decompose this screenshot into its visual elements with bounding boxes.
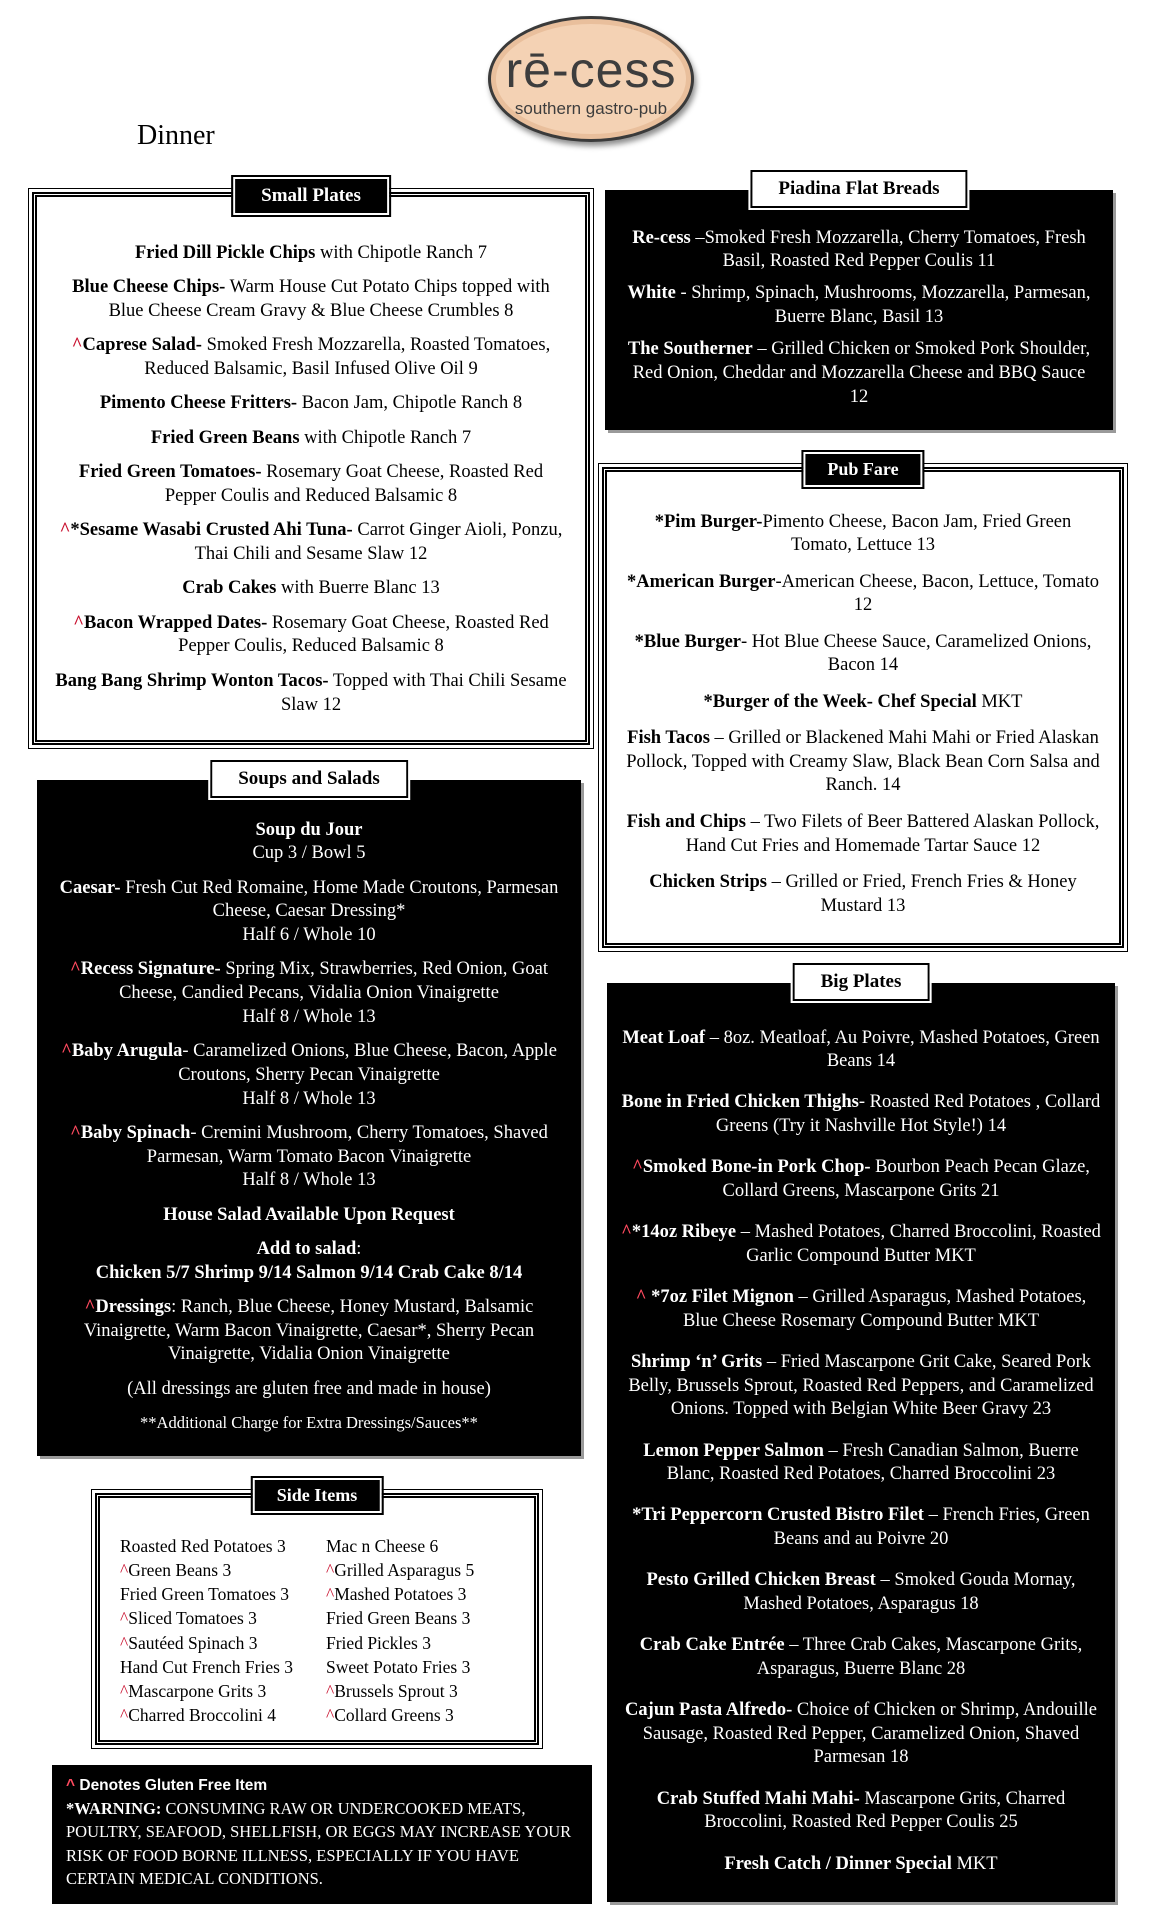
add-ons-list: Chicken 5/7 Shrimp 9/14 Salmon 9/14 Crab Cake 8/14 <box>95 1262 523 1283</box>
menu-item <box>625 631 1101 678</box>
menu-item <box>619 1569 1103 1616</box>
gluten-free-legend <box>66 1775 578 1797</box>
warning-text: CONSUMING RAW OR UNDERCOOKED MEATS, POULTRY, SEAFOOD, SHELLFISH, OR EGGS MAY INCREASE YOUR RISK OF FOOD BORNE ILLNESS, ESPECIALLY IF YOU HAVE CERTAIN MEDICAL CONDITIONS. <box>66 1799 572 1889</box>
salad-item <box>55 1040 563 1111</box>
item-description: – Grilled or Fried, French Fries & Honey Mustard 13 <box>766 871 1077 916</box>
warning-text-block <box>66 1797 578 1891</box>
item-name: *Pim Burger- <box>654 511 763 532</box>
item-name: Re-cess <box>632 227 691 248</box>
menu-item <box>623 282 1095 329</box>
item-name: Baby Arugula <box>71 1041 183 1062</box>
item-name: *7oz Filet Mignon <box>651 1287 794 1308</box>
gluten-free-marker: ^ <box>326 1704 335 1725</box>
house-salad-text: House Salad Available Upon Request <box>163 1204 455 1225</box>
item-name: Lemon Pepper Salmon <box>643 1440 824 1461</box>
item-description: – Three Crab Cakes, Mascarpone Grits, Asparagus, Buerre Blanc 28 <box>756 1635 1083 1679</box>
gluten-free-marker: ^ <box>70 959 81 980</box>
extra-charge-note: **Additional Charge for Extra Dressings/Sauces** <box>140 1413 478 1433</box>
menu-item <box>55 392 567 416</box>
allergy-warning <box>52 1765 592 1904</box>
item-name: Shrimp ‘n’ Grits <box>630 1352 763 1372</box>
gluten-free-marker: ^ <box>61 1041 72 1062</box>
menu-item <box>55 276 567 323</box>
gluten-free-marker: ^ <box>632 1157 643 1178</box>
side-item: ^Mascarpone Grits 3 <box>120 1680 267 1701</box>
restaurant-logo <box>488 16 694 142</box>
side-item: ^Charred Broccolini 4 <box>120 1704 276 1725</box>
item-description: Warm House Cut Potato Chips topped with Blue Cheese Cream Gravy & Blue Cheese Crumbles 8 <box>108 277 550 321</box>
item-description: – French Fries, Green Beans and au Poivre 20 <box>773 1505 1090 1550</box>
item-description: Carrot Ginger Aioli, Ponzu, Thai Chili and Sesame Slaw 12 <box>194 520 563 564</box>
menu-item <box>619 1221 1103 1268</box>
menu-item <box>619 1027 1103 1074</box>
menu-item <box>55 242 567 266</box>
soups-salads-header: Soups and Salads <box>210 760 408 798</box>
menu-item <box>619 1788 1103 1835</box>
item-description: – Fresh Canadian Salmon, Buerre Blanc, Roasted Red Potatoes, Charred Broccolini 23 <box>666 1440 1079 1485</box>
side-item: ^Grilled Asparagus 5 <box>326 1560 475 1581</box>
soup-item <box>55 819 563 866</box>
item-name: *14oz Ribeye <box>631 1222 737 1243</box>
side-item: Sweet Potato Fries 3 <box>326 1656 471 1677</box>
flat-breads-header: Piadina Flat Breads <box>750 170 967 208</box>
item-description: Rosemary Goat Cheese, Roasted Red Pepper Coulis and Reduced Balsamic 8 <box>164 462 544 506</box>
item-price: Half 8 / Whole 13 <box>242 1170 376 1191</box>
menu-item <box>55 577 567 601</box>
item-name: Pesto Grilled Chicken Breast <box>646 1570 876 1591</box>
menu-item <box>625 511 1101 558</box>
item-description: Bourbon Peach Pecan Glaze, Collard Greens, Mascarpone Grits 21 <box>722 1157 1090 1201</box>
item-name: Smoked Bone-in Pork Chop- <box>642 1157 871 1178</box>
item-description: -American Cheese, Bacon, Lettuce, Tomato 12 <box>775 571 1100 616</box>
item-description: with Buerre Blanc 13 <box>276 578 440 599</box>
item-description: Rosemary Goat Cheese, Roasted Red Pepper Coulis, Reduced Balsamic 8 <box>178 612 549 657</box>
page-title: Dinner <box>137 120 215 151</box>
menu-item <box>55 334 567 381</box>
dressings <box>55 1296 563 1367</box>
item-name: *American Burger <box>626 571 776 592</box>
side-items-header: Side Items <box>253 1478 382 1513</box>
item-name: White <box>627 283 676 304</box>
gluten-free-legend-text: Denotes Gluten Free Item <box>75 1777 268 1794</box>
item-name: Meat Loaf <box>622 1027 706 1048</box>
item-description: Smoked Fresh Mozzarella, Roasted Tomatoes, Reduced Balsamic, Basil Infused Olive Oil 9 <box>144 335 551 379</box>
add-to-salad: Add to salad: Chicken 5/7 Shrimp 9/14 Salmon 9/14 Crab Cake 8/14 <box>95 1239 523 1283</box>
item-name: Pimento Cheese Fritters- <box>99 393 298 414</box>
menu-item <box>55 670 567 717</box>
big-plates-list <box>607 983 1115 1902</box>
item-description: Pimento Cheese, Bacon Jam, Fried Green Tomato, Lettuce 13 <box>762 511 1072 556</box>
gluten-free-marker: ^ <box>59 520 71 541</box>
gluten-free-marker: ^ <box>66 1777 76 1794</box>
soups-salads-panel <box>37 768 581 1456</box>
menu-item <box>619 1351 1103 1422</box>
side-item: Fried Green Tomatoes 3 <box>120 1584 290 1605</box>
item-description: - Shrimp, Spinach, Mushrooms, Mozzarella, Parmesan, Buerre Blanc, Basil 13 <box>675 283 1091 328</box>
item-description: – Two Filets of Beer Battered Alaskan Pollock, Hand Cut Fries and Homemade Tartar Sauce 12 <box>685 811 1100 856</box>
item-name: Cajun Pasta Alfredo- <box>625 1700 793 1721</box>
salad-item <box>55 1122 563 1193</box>
side-item: Fried Pickles 3 <box>326 1632 431 1653</box>
salad-item <box>55 877 563 948</box>
gluten-free-marker: ^ <box>120 1680 129 1701</box>
item-name: Fish Tacos <box>627 728 710 749</box>
menu-item <box>619 1440 1103 1487</box>
item-name: Baby Spinach <box>80 1122 191 1143</box>
gluten-free-marker: ^ <box>84 1297 96 1318</box>
item-name: Recess Signature- <box>80 959 221 980</box>
menu-item <box>619 1286 1103 1333</box>
gluten-free-marker: ^ <box>73 612 84 633</box>
item-description: Mascarpone Grits, Charred Broccolini, Roasted Red Pepper Coulis 25 <box>704 1788 1066 1833</box>
item-description: – 8oz. Meatloaf, Au Poivre, Mashed Potatoes, Green Beans 14 <box>705 1027 1100 1072</box>
item-name: Chicken Strips <box>649 871 767 892</box>
side-item: ^Brussels Sprout 3 <box>326 1680 458 1701</box>
item-name: *Blue Burger <box>634 631 741 652</box>
gluten-free-marker: ^ <box>326 1584 335 1605</box>
item-description: –Smoked Fresh Mozzarella, Cherry Tomatoes, Fresh Basil, Roasted Red Pepper Coulis 11 <box>690 227 1086 272</box>
gluten-free-marker: ^ <box>120 1704 129 1725</box>
item-description: – Grilled Asparagus, Mashed Potatoes, Blue Cheese Rosemary Compound Butter MKT <box>682 1287 1087 1331</box>
logo-tagline: southern gastro-pub <box>514 99 668 118</box>
item-description: MKT <box>976 691 1023 712</box>
menu-item <box>55 461 567 508</box>
pub-fare-list <box>607 472 1119 943</box>
flat-breads-list <box>605 190 1113 430</box>
item-description: Fresh Cut Red Romaine, Home Made Croutons, Parmesan Cheese, Caesar Dressing* <box>120 877 559 922</box>
item-description: Choice of Chicken or Shrimp, Andouille Sausage, Roasted Red Pepper, Caramelized Onion, Shaved Parmesan 18 <box>642 1700 1097 1768</box>
menu-item <box>55 427 567 451</box>
item-name: Fresh Catch / Dinner Special <box>724 1853 952 1874</box>
flat-breads-panel <box>605 178 1113 430</box>
item-name: Soup du Jour <box>255 819 363 840</box>
house-salad-note <box>55 1204 563 1228</box>
item-name: Blue Cheese Chips- <box>72 277 226 298</box>
item-description: – Grilled or Blackened Mahi Mahi or Fried Alaskan Pollock, Topped with Creamy Slaw, Black Bean Corn Salsa and Ranch. 14 <box>626 728 1100 796</box>
big-plates-panel <box>607 971 1115 1902</box>
item-description: – Fried Mascarpone Grit Cake, Seared Pork Belly, Brussels Sprout, Roasted Red Peppers, and Caramelized Onions. Topped with Belgian White Beer Gravy 23 <box>628 1352 1094 1420</box>
gluten-free-marker: ^ <box>120 1608 129 1629</box>
gluten-free-marker: ^ <box>71 335 83 356</box>
side-item: Hand Cut French Fries 3 <box>120 1656 294 1677</box>
menu-item <box>625 811 1101 858</box>
small-plates-header: Small Plates <box>233 177 389 215</box>
item-description: Spring Mix, Strawberries, Red Onion, Goat Cheese, Candied Pecans, Vidalia Onion Vinaigrette <box>119 959 548 1004</box>
big-plates-header: Big Plates <box>793 963 930 1001</box>
item-description: Bacon Jam, Chipotle Ranch 8 <box>297 393 523 414</box>
side-item: Mac n Cheese 6 <box>326 1536 439 1556</box>
side-item: Fried Green Beans 3 <box>326 1608 471 1629</box>
item-description: - Hot Blue Cheese Sauce, Caramelized Onions, Bacon 14 <box>741 631 1092 676</box>
item-name: The Southerner <box>627 339 753 360</box>
item-description: – Smoked Gouda Mornay, Mashed Potatoes, Asparagus 18 <box>743 1570 1076 1615</box>
menu-item <box>625 571 1101 618</box>
pub-fare-panel <box>602 459 1124 948</box>
item-description: with Chipotle Ranch 7 <box>299 427 472 448</box>
gluten-free-marker: ^ <box>326 1560 335 1581</box>
menu-item <box>625 871 1101 918</box>
item-name: *Tri Peppercorn Crusted Bistro Filet <box>632 1505 924 1526</box>
soups-salads-list <box>37 780 581 1456</box>
menu-item <box>623 338 1095 409</box>
menu-item <box>619 1504 1103 1551</box>
item-description: Topped with Thai Chili Sesame Slaw 12 <box>280 670 567 715</box>
side-item: ^Collard Greens 3 <box>326 1704 454 1725</box>
item-name: Caprese Salad- <box>82 335 202 356</box>
side-item: ^Sliced Tomatoes 3 <box>120 1608 257 1629</box>
item-name: Caesar- <box>59 877 121 898</box>
menu-item <box>55 519 567 566</box>
gluten-free-marker: ^ <box>120 1560 129 1581</box>
dressings-label: Dressings <box>95 1297 172 1318</box>
item-price: Half 6 / Whole 10 <box>242 925 376 946</box>
item-name: Fried Green Tomatoes- <box>78 462 262 483</box>
item-name: Bacon Wrapped Dates- <box>83 612 268 633</box>
item-name: Crab Cakes <box>182 578 277 599</box>
small-plates-list <box>37 197 585 740</box>
menu-item <box>619 1634 1103 1681</box>
menu-item <box>619 1699 1103 1770</box>
salad-item <box>55 958 563 1029</box>
menu-item <box>625 691 1101 715</box>
item-name: Fish and Chips <box>626 811 746 832</box>
gluten-free-marker: ^ <box>70 1122 81 1143</box>
menu-item <box>619 1853 1103 1877</box>
item-description: – Grilled Chicken or Smoked Pork Shoulder, Red Onion, Cheddar and Mozzarella Cheese and BBQ Sauce 12 <box>632 339 1091 407</box>
warning-label: *WARNING: <box>66 1799 162 1818</box>
logo-name: rē-cess <box>505 42 677 98</box>
item-name: Crab Cake Entrée <box>639 1635 785 1656</box>
menu-item <box>619 1091 1103 1138</box>
item-description: - Caramelized Onions, Blue Cheese, Bacon, Apple Croutons, Sherry Pecan Vinaigrette <box>178 1041 557 1085</box>
menu-item <box>55 612 567 659</box>
item-description: with Chipotle Ranch 7 <box>315 242 487 263</box>
gluten-free-marker: ^ <box>635 1287 652 1308</box>
item-description: – Mashed Potatoes, Charred Broccolini, Roasted Garlic Compound Butter MKT <box>736 1222 1101 1266</box>
side-items-list <box>120 1536 524 1726</box>
gluten-free-marker: ^ <box>326 1680 335 1701</box>
item-name: *Burger of the Week- Chef Special <box>703 691 977 712</box>
item-name: Fried Dill Pickle Chips <box>135 242 316 263</box>
menu-item <box>625 727 1101 798</box>
small-plates-panel <box>32 185 590 745</box>
gluten-free-marker: ^ <box>621 1222 632 1243</box>
dressings-gluten-note: (All dressings are gluten free and made in house) <box>127 1378 491 1399</box>
item-price: Half 8 / Whole 13 <box>242 1088 376 1109</box>
item-name: Crab Stuffed Mahi Mahi- <box>656 1788 860 1809</box>
item-description: - Roasted Red Potatoes , Collard Greens (Try it Nashville Hot Style!) 14 <box>715 1092 1101 1137</box>
dressings-list: : Ranch, Blue Cheese, Honey Mustard, Balsamic Vinaigrette, Warm Bacon Vinaigrette, Caesar*, Sherry Pecan Vinaigrette, Vidalia Onion Vinaigrette <box>83 1297 535 1365</box>
pub-fare-header: Pub Fare <box>803 452 922 487</box>
item-name: Bang Bang Shrimp Wonton Tacos- <box>55 670 329 691</box>
gluten-free-marker: ^ <box>120 1632 129 1653</box>
side-item: Roasted Red Potatoes 3 <box>120 1536 286 1556</box>
side-items-panel <box>95 1485 539 1745</box>
item-name: Bone in Fried Chicken Thighs <box>621 1092 859 1113</box>
side-item: ^Sautéed Spinach 3 <box>120 1632 258 1653</box>
side-item: ^Green Beans 3 <box>120 1560 232 1581</box>
item-description: MKT <box>951 1853 998 1874</box>
menu-item <box>623 227 1095 274</box>
item-description: - Cremini Mushroom, Cherry Tomatoes, Shaved Parmesan, Warm Tomato Bacon Vinaigrette <box>146 1122 548 1167</box>
menu-item <box>619 1156 1103 1203</box>
item-price: Half 8 / Whole 13 <box>242 1006 376 1027</box>
add-to-salad-label: Add to salad <box>256 1239 357 1259</box>
item-price: Cup 3 / Bowl 5 <box>252 843 366 864</box>
side-item: ^Mashed Potatoes 3 <box>326 1584 467 1605</box>
item-name: *Sesame Wasabi Crusted Ahi Tuna- <box>70 520 353 541</box>
item-name: Fried Green Beans <box>150 427 300 448</box>
